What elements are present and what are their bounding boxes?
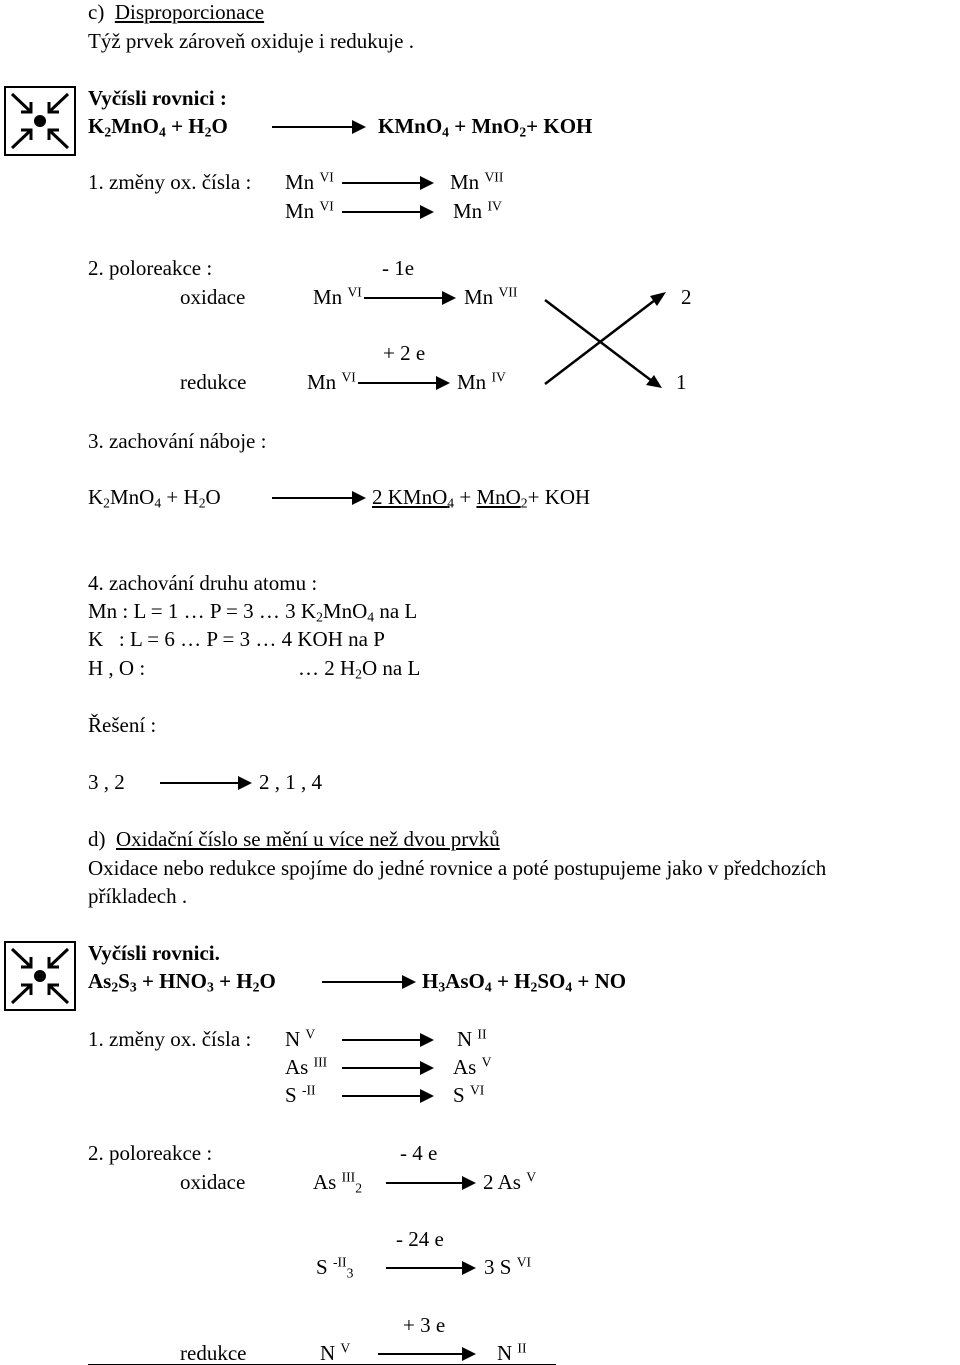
- ex1-step4-line3-value: … 2 $H_2O$ na L: [298, 656, 421, 682]
- half-reaction-arrow: [364, 297, 454, 299]
- ex2-ox-as-from: As $^{III}_2$: [313, 1169, 363, 1196]
- ex2-ox-s-electrons: - 24 e: [396, 1227, 444, 1251]
- ex1-red-factor: 1: [676, 370, 687, 394]
- ex2-step1-to-2: As $^V$: [453, 1054, 492, 1079]
- ex1-step1-from-2: Mn $^{VI}$: [285, 198, 334, 223]
- ex1-ox-from: Mn $^{VI}$: [313, 284, 362, 309]
- ex2-step1-from-3: S $^{-II}$: [285, 1082, 316, 1107]
- ex2-step2-label: 2. poloreakce :: [88, 1141, 213, 1165]
- ex2-ox-label: oxidace: [180, 1170, 246, 1194]
- ex2-ox-s-from: S $^{-II}_3$: [316, 1254, 354, 1281]
- ex2-red-electrons: + 3 e: [403, 1313, 446, 1337]
- ex1-equation-right: KMnO$_4$ + MnO$_2$+ KOH: [378, 114, 593, 140]
- change-arrow: [342, 1095, 432, 1097]
- half-reaction-arrow: [378, 1353, 474, 1355]
- ex2-step1-to-3: S $^{VI}$: [453, 1082, 485, 1107]
- ex1-solution-label: Řešení :: [88, 713, 157, 737]
- ex1-step4-line1: Mn : L = 1 … P = 3 … 3 $K_2MnO_4$ na L: [88, 599, 418, 625]
- ex1-red-electrons: + 2 e: [383, 341, 426, 365]
- compress-arrows-icon: [4, 86, 76, 156]
- section-c-title: Disproporcionace: [114, 0, 265, 24]
- ex1-equation-left: $K_2MnO_4 + H_2O$: [88, 114, 228, 140]
- ex1-ox-electrons: - 1e: [382, 256, 415, 280]
- ex2-red-from: N $^V$: [320, 1340, 351, 1365]
- ex1-step3-right: 2 KMnO$_4$ + MnO$_2$+ KOH: [372, 485, 591, 511]
- section-d-description-1: Oxidace nebo redukce spojíme do jedné rovnice a poté postupujeme jako v předchozích: [88, 856, 827, 880]
- ex1-ox-label: oxidace: [180, 285, 246, 309]
- half-reaction-arrow: [358, 382, 448, 384]
- ex1-step2-label: 2. poloreakce :: [88, 256, 213, 280]
- ex2-step1-from-1: N $^V$: [285, 1026, 316, 1051]
- ex1-red-from: Mn $^{VI}$: [307, 369, 356, 394]
- reaction-arrow: [322, 981, 414, 983]
- half-reaction-arrow: [386, 1267, 474, 1269]
- reaction-arrow: [272, 497, 364, 499]
- ex1-step1-label: 1. změny ox. čísla :: [88, 170, 252, 194]
- ex1-step4-line3-label: H , O :: [88, 656, 146, 680]
- ex2-equation-left: $As_2S_3 + HNO_3 + H_2O$: [88, 969, 276, 995]
- section-d-description-2: příkladech .: [88, 884, 188, 908]
- ex1-step1-to-1: Mn $^{VII}$: [450, 169, 504, 194]
- change-arrow: [342, 182, 432, 184]
- section-d-heading: d) Oxidační číslo se mění u více než dvou prvků: [88, 827, 500, 851]
- ex2-ox-s-to: 3 S $^{VI}$: [484, 1254, 532, 1279]
- ex2-equation-right: $H_3AsO_4 + H_2SO_4$ + NO: [422, 969, 627, 995]
- ex1-solution-right: 2 , 1 , 4: [259, 770, 322, 794]
- section-c-description: Týž prvek zároveň oxiduje i redukuje .: [88, 29, 414, 53]
- ex2-step1-label: 1. změny ox. čísla :: [88, 1027, 252, 1051]
- solution-arrow: [160, 782, 250, 784]
- ex1-task: Vyčísli rovnici :: [88, 86, 227, 110]
- section-d-title: Oxidační číslo se mění u více než dvou prvků: [116, 827, 500, 851]
- compress-arrows-icon: [4, 941, 76, 1011]
- ex1-ox-factor: 2: [681, 285, 692, 309]
- ex2-step1-from-2: As $^{III}$: [285, 1054, 328, 1079]
- ex2-ox-as-electrons: - 4 e: [400, 1141, 438, 1165]
- ex1-step4-line2: K : L = 6 … P = 3 … 4 KOH na P: [88, 627, 385, 651]
- change-arrow: [342, 1067, 432, 1069]
- ex1-step4-label: 4. zachování druhu atomu :: [88, 571, 318, 595]
- ex1-step3-label: 3. zachování náboje :: [88, 429, 267, 453]
- ex1-step3-left: $K_2MnO_4 + H_2O$: [88, 485, 221, 511]
- reaction-arrow: [272, 126, 364, 128]
- change-arrow: [342, 1039, 432, 1041]
- ex1-red-to: Mn $^{IV}$: [457, 369, 506, 394]
- ex1-ox-to: Mn $^{VII}$: [464, 284, 518, 309]
- ex2-ox-as-to: 2 As $^V$: [483, 1169, 537, 1194]
- ex1-red-label: redukce: [180, 370, 247, 394]
- change-arrow: [342, 211, 432, 213]
- half-reaction-arrow: [386, 1182, 474, 1184]
- ex1-solution-left: 3 , 2: [88, 770, 125, 794]
- ex2-red-to: N $^{II}$: [497, 1340, 527, 1365]
- ex1-step1-to-2: Mn $^{IV}$: [453, 198, 502, 223]
- ex2-step1-to-1: N $^{II}$: [457, 1026, 487, 1051]
- ex2-red-label: redukce: [180, 1341, 247, 1365]
- section-c-heading: c) Disproporcionace: [88, 0, 265, 24]
- ex2-task: Vyčísli rovnici.: [88, 941, 220, 965]
- ex1-step1-from-1: Mn $^{VI}$: [285, 169, 334, 194]
